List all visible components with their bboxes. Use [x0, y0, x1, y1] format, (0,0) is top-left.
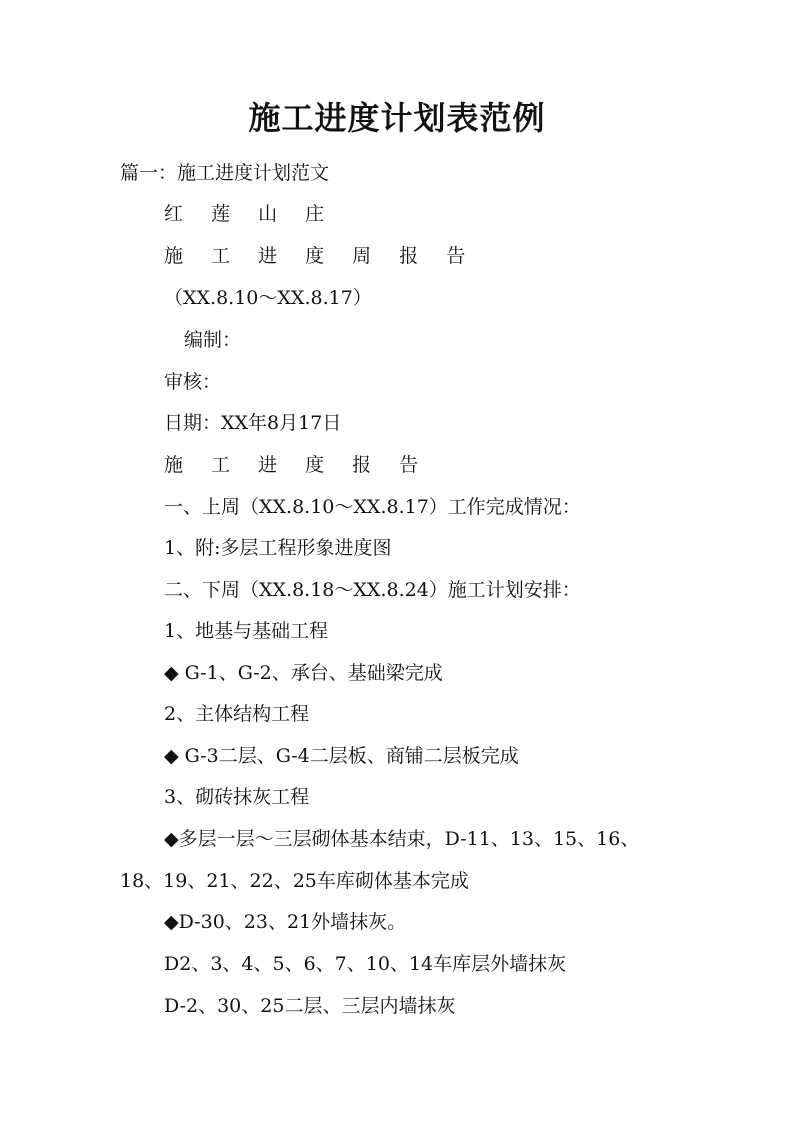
list-item: D2、3、4、5、6、7、10、14车库层外墙抹灰 — [164, 953, 567, 975]
progress-report-heading: 施 工 进 度 报 告 — [164, 454, 430, 476]
last-week-heading: 一、上周（XX.8.10～XX.8.17）工作完成情况： — [164, 496, 581, 518]
list-item: 2、主体结构工程 — [164, 703, 310, 725]
bullet-item: ◆ G-1、G-2、承台、基础梁完成 — [164, 662, 443, 684]
next-week-heading: 二、下周（XX.8.18～XX.8.24）施工计划安排： — [164, 579, 581, 601]
report-period: （XX.8.10～XX.8.17） — [164, 287, 372, 309]
bullet-item-continuation: 18、19、21、22、25车库砌体基本完成 — [120, 870, 469, 892]
page-title: 施工进度计划表范例 — [248, 99, 546, 137]
compiled-by-label: 编制： — [184, 329, 242, 351]
report-title: 施 工 进 度 周 报 告 — [164, 245, 477, 267]
list-item: D-2、30、25二层、三层内墙抹灰 — [164, 995, 456, 1017]
list-item: 1、附:多层工程形象进度图 — [164, 537, 392, 559]
report-date: 日期：XX年8月17日 — [164, 412, 342, 434]
bullet-item: ◆D-30、23、21外墙抹灰。 — [164, 911, 407, 933]
bullet-item: ◆ G-3二层、G-4二层板、商铺二层板完成 — [164, 745, 519, 767]
list-item: 3、砌砖抹灰工程 — [164, 786, 310, 808]
list-item: 1、地基与基础工程 — [164, 620, 329, 642]
bullet-item: ◆多层一层～三层砌体基本结束，D-11、13、15、16、 — [164, 828, 640, 850]
project-name: 红 莲 山 庄 — [164, 203, 336, 225]
section-heading: 篇一：施工进度计划范文 — [120, 162, 330, 184]
reviewed-by-label: 审核： — [164, 371, 222, 393]
